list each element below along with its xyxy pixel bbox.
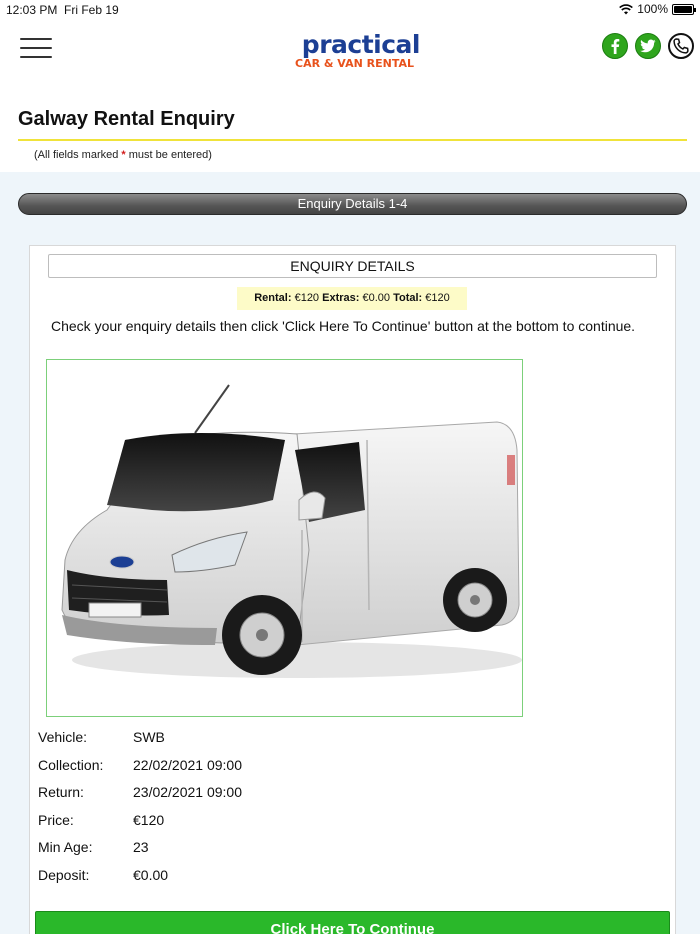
detail-label: Collection: — [38, 756, 104, 773]
detail-row-min-age — [38, 834, 242, 862]
detail-label: Vehicle: — [38, 729, 88, 745]
section-heading: ENQUIRY DETAILS — [48, 254, 657, 278]
page-title: Galway Rental Enquiry — [18, 108, 235, 130]
title-divider — [18, 139, 687, 141]
menu-icon[interactable] — [20, 38, 52, 58]
logo-word: practical — [301, 30, 420, 59]
twitter-icon[interactable] — [635, 33, 661, 59]
detail-label: Deposit: — [38, 866, 90, 883]
rental-value: €120 — [294, 292, 320, 304]
detail-row-vehicle — [38, 724, 242, 752]
logo[interactable] — [285, 32, 420, 72]
extras-label: Extras: — [322, 292, 360, 304]
status-time: 12:03 PM — [6, 3, 58, 17]
wifi-icon — [619, 4, 633, 15]
detail-value: €120 — [133, 811, 165, 828]
van-illustration — [47, 360, 522, 716]
status-date: Fri Feb 19 — [64, 3, 119, 17]
detail-row-collection — [38, 752, 242, 780]
status-right — [619, 2, 694, 16]
site-header — [0, 20, 700, 80]
detail-label: Min Age: — [38, 839, 93, 855]
price-summary — [237, 287, 467, 310]
detail-value: 23/02/2021 09:00 — [133, 784, 242, 800]
detail-row-return — [38, 779, 242, 807]
logo-tagline: CAR & VAN RENTAL — [295, 57, 414, 70]
note-suffix: must be entered) — [128, 149, 212, 161]
detail-value: 22/02/2021 09:00 — [133, 756, 242, 773]
total-label: Total: — [393, 292, 423, 304]
detail-value: €0.00 — [133, 866, 169, 883]
status-bar — [0, 0, 700, 20]
continue-button[interactable]: Click Here To Continue — [35, 911, 670, 934]
instructions-text: Check your enquiry details then click 'Click Here To Continue' button at the bottom to continue. — [51, 318, 636, 334]
rental-label: Rental: — [254, 292, 292, 304]
detail-value: 23 — [133, 839, 149, 855]
detail-value: SWB — [133, 729, 165, 745]
required-note — [34, 149, 212, 161]
battery-percent: 100% — [637, 2, 668, 16]
step-progress-bar: Enquiry Details 1-4 — [18, 193, 687, 215]
vehicle-image — [46, 359, 523, 717]
detail-label: Return: — [38, 784, 84, 800]
enquiry-panel — [29, 245, 676, 934]
required-star: * — [121, 149, 126, 161]
social-links — [602, 33, 694, 59]
total-value: €120 — [425, 292, 450, 304]
detail-label: Price: — [38, 811, 74, 828]
battery-icon — [672, 4, 694, 15]
note-prefix: (All fields marked — [34, 149, 119, 161]
detail-row-price — [38, 807, 242, 835]
facebook-icon[interactable] — [602, 33, 628, 59]
phone-icon[interactable] — [668, 33, 694, 59]
extras-value: €0.00 — [362, 292, 391, 304]
vehicle-details — [38, 724, 242, 889]
detail-row-deposit — [38, 862, 242, 890]
